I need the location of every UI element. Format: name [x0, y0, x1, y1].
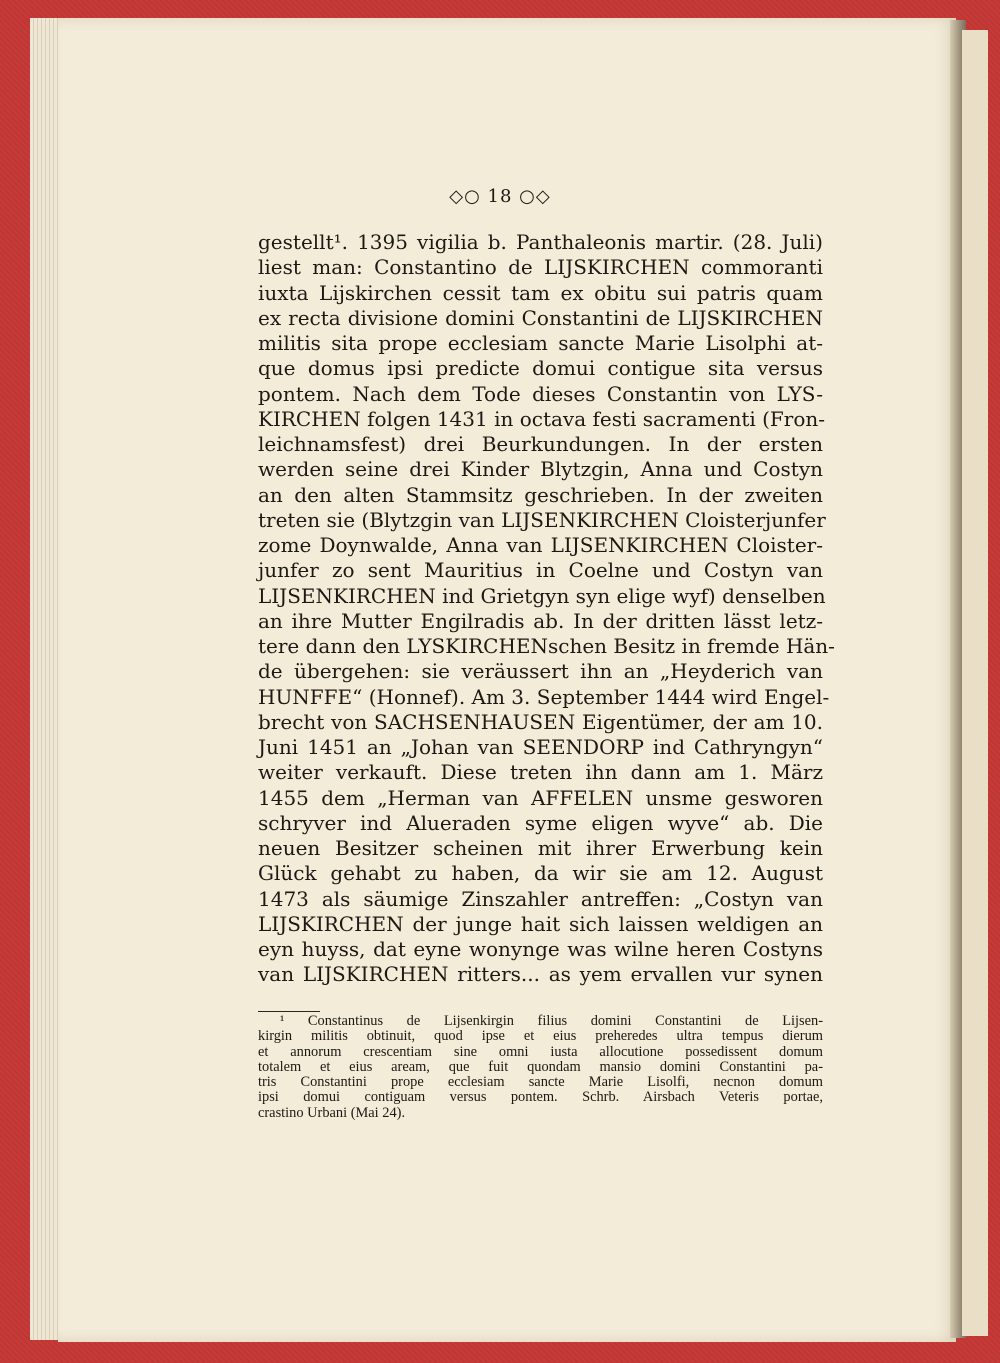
footnote-line: totalem et eius aream, que fuit quondam mansio domini Constantini pa-: [258, 1058, 823, 1075]
text-line: neuen Besitzer scheinen mit ihrer Erwerbung kein: [258, 836, 823, 860]
footnote-line: kirgin militis obtinuit, quod ipse et eius preheredes ultra tempus dierum: [258, 1028, 823, 1045]
text-line: van LIJSKIRCHEN ritters... as yem ervallen vur synen: [258, 962, 823, 987]
text-line: an ihre Mutter Engilradis ab. In der dritten lässt letz-: [258, 608, 823, 633]
text-line: junfer zo sent Mauritius in Coelne und Costyn van: [258, 558, 823, 583]
text-line: 1455 dem „Herman van AFFELEN unsme gesworen: [258, 785, 823, 810]
text-line: treten sie (Blytzgin van LIJSENKIRCHEN Cloisterjunfer: [258, 507, 826, 532]
footnote-line: ipsi domui contiguam versus pontem. Schrb. Airsbach Veteris portae,: [258, 1089, 823, 1106]
text-line: liest man: Constantino de LIJSKIRCHEN commoranti: [258, 255, 823, 280]
text-line: militis sita prope ecclesiam sancte Marie Lisolphi at-: [258, 331, 823, 355]
facing-page-edge: [962, 30, 988, 1336]
text-line: Glück gehabt zu haben, da wir sie am 12. August: [258, 861, 823, 886]
body-text: [258, 230, 835, 988]
text-line: schryver ind Alueraden syme eligen wyve“ ab. Die: [258, 810, 823, 835]
footnote: [258, 1014, 823, 1121]
text-line: gestellt¹. 1395 vigilia b. Panthaleonis martir. (28. Juli): [258, 230, 823, 254]
footnote-line: et annorum crescentiam sine omni iusta allocutione possedissent domum: [258, 1043, 823, 1060]
text-line: zome Doynwalde, Anna van LIJSENKIRCHEN Cloister-: [258, 533, 823, 557]
text-line: tere dann den LYSKIRCHENschen Besitz in fremde Hän-: [258, 634, 835, 658]
text-line: brecht von SACHSENHAUSEN Eigentümer, der am 10.: [258, 709, 823, 734]
text-line: Juni 1451 an „Johan van SEENDORP ind Cathryngyn“: [258, 735, 823, 759]
text-line: eyn huyss, dat eyne wonynge was wilne heren Costyns: [258, 937, 823, 961]
text-line: pontem. Nach dem Tode dieses Constantin von LYS-: [258, 381, 823, 406]
text-line: 1473 als säumige Zinszahler antreffen: „Costyn van: [258, 886, 823, 911]
page-number: ◇○ 18 ○◇: [449, 186, 551, 207]
footnote-line: crastino Urbani (Mai 24).: [258, 1104, 406, 1121]
text-line: weiter verkauft. Diese treten ihn dann am 1. März: [258, 760, 823, 785]
text-line: ex recta divisione domini Constantini de LIJSKIRCHEN: [258, 305, 823, 330]
text-line: leichnamsfest) drei Beurkundungen. In der ersten: [258, 432, 823, 456]
text-line: LIJSKIRCHEN der junge hait sich laissen weldigen an: [258, 911, 823, 936]
text-line: que domus ipsi predicte domui contigue sita versus: [258, 356, 823, 381]
text-line: de übergehen: sie veräussert ihn an „Heyderich van: [258, 659, 823, 684]
footnote-rule: [258, 1011, 320, 1012]
text-line: iuxta Lijskirchen cessit tam ex obitu sui patris quam: [258, 280, 823, 305]
text-line: LIJSENKIRCHEN ind Grietgyn syn elige wyf) denselben: [258, 583, 826, 608]
footnote-line: ¹ Constantinus de Lijsenkirgin filius domini Constantini de Lijsen-: [280, 1013, 823, 1029]
footnote-line: tris Constantini prope ecclesiam sancte Marie Lisolfi, necnon domum: [258, 1074, 823, 1091]
text-line: werden seine drei Kinder Blytzgin, Anna und Costyn: [258, 457, 823, 482]
text-line: an den alten Stammsitz geschrieben. In der zweiten: [258, 482, 823, 507]
text-line: HUNFFE“ (Honnef). Am 3. September 1444 wird Engel-: [258, 684, 830, 709]
text-line: KIRCHEN folgen 1431 in octava festi sacramenti (Fron-: [258, 406, 826, 431]
